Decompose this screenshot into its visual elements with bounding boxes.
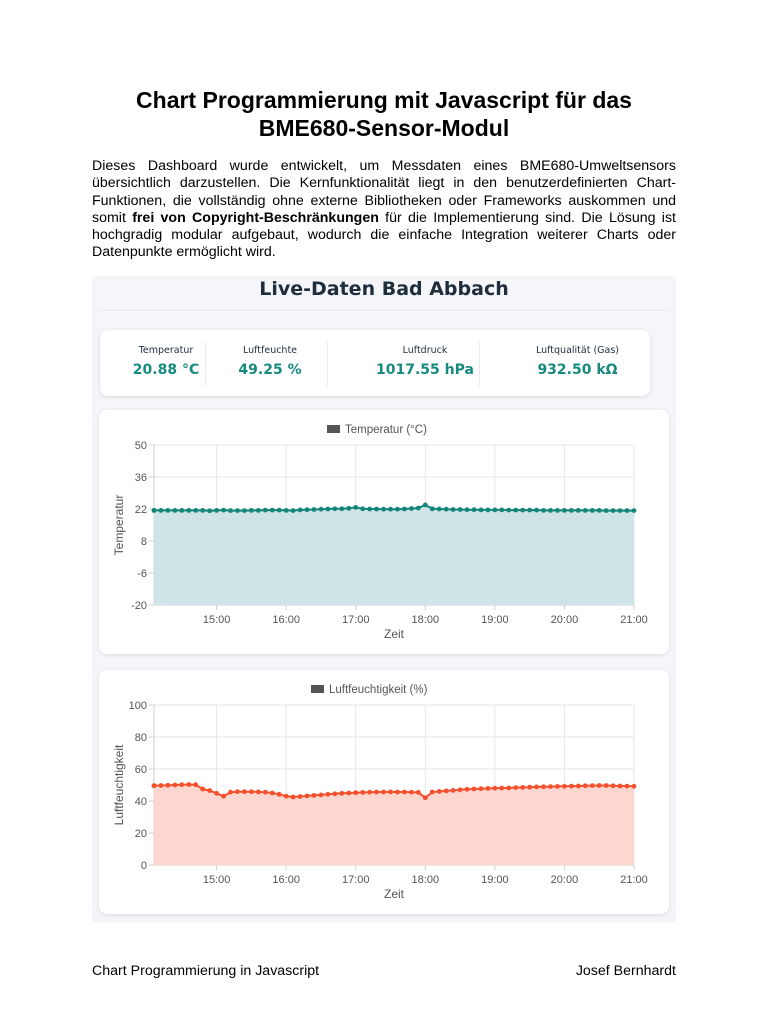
data-point xyxy=(486,786,491,791)
data-point xyxy=(451,507,456,512)
data-point xyxy=(541,508,546,513)
intro-paragraph xyxy=(92,158,676,262)
y-tick-label: 40 xyxy=(134,796,147,808)
x-tick-label: 15:00 xyxy=(202,614,231,626)
data-point xyxy=(249,789,254,794)
data-point xyxy=(326,507,331,512)
stat-value: 932.50 kΩ xyxy=(537,362,618,378)
humidity-chart xyxy=(99,670,669,914)
data-point xyxy=(562,784,567,789)
x-tick-label: 17:00 xyxy=(341,874,370,886)
x-tick-label: 16:00 xyxy=(272,874,300,886)
document-title-line1: Chart Programmierung mit Javascript für das xyxy=(136,87,632,113)
data-point xyxy=(548,784,553,789)
data-point xyxy=(284,508,289,513)
x-axis-title: Zeit xyxy=(383,887,405,901)
data-point xyxy=(263,508,268,513)
data-point xyxy=(520,785,525,790)
data-point xyxy=(402,507,407,512)
intro-text-start: Dieses Dashboard wurde entwickelt, um Messdaten eines BME680-Umweltsensors übersichtlich darzustellen. Die Kernfunktionalität liegt in den benutzerdefinierten Chart-Funktionen, die vollständig ohne externe Bibliotheken oder Frameworks auskommen und somit xyxy=(92,158,676,226)
data-point xyxy=(270,508,275,513)
data-point xyxy=(388,507,393,512)
legend-label: Temperatur (°C) xyxy=(345,424,427,436)
data-point xyxy=(437,507,442,512)
data-point xyxy=(513,508,518,513)
data-point xyxy=(374,507,379,512)
data-point xyxy=(207,788,212,793)
y-tick-label: 22 xyxy=(134,504,147,516)
data-point xyxy=(193,782,198,787)
data-point xyxy=(214,791,219,796)
data-point xyxy=(235,508,240,513)
data-point xyxy=(486,508,491,513)
x-tick-label: 18:00 xyxy=(411,614,440,626)
x-axis-title: Zeit xyxy=(383,627,405,641)
data-point xyxy=(444,789,449,794)
data-point xyxy=(618,508,623,513)
data-point xyxy=(590,508,595,513)
data-point xyxy=(430,506,435,511)
data-point xyxy=(506,786,511,791)
data-point xyxy=(256,508,261,513)
data-point xyxy=(569,508,574,513)
temperature-chart xyxy=(99,410,669,654)
data-point xyxy=(166,508,171,513)
data-point xyxy=(632,784,637,789)
y-tick-label: -6 xyxy=(137,568,147,580)
data-point xyxy=(604,508,609,513)
stat-label: Luftqualität (Gas) xyxy=(535,345,620,356)
series-line xyxy=(154,505,634,511)
stat-value: 49.25 % xyxy=(238,362,302,378)
series-area xyxy=(154,505,634,605)
y-axis-title: Luftfeuchtigkeit xyxy=(112,744,126,826)
data-point xyxy=(179,782,184,787)
data-point xyxy=(291,795,296,800)
stat-label: Luftfeuchte xyxy=(242,345,298,356)
data-point xyxy=(465,787,470,792)
data-point xyxy=(333,791,338,796)
data-point xyxy=(479,508,484,513)
y-tick-label: 8 xyxy=(140,536,147,548)
data-point xyxy=(590,783,595,788)
dashboard-screenshot xyxy=(92,276,676,922)
data-point xyxy=(562,508,567,513)
stat-value: 1017.55 hPa xyxy=(376,362,474,378)
stat-pressure xyxy=(332,330,518,396)
y-tick-label: 20 xyxy=(134,828,147,840)
data-point xyxy=(319,793,324,798)
data-point xyxy=(597,508,602,513)
data-point xyxy=(520,508,525,513)
x-tick-label: 20:00 xyxy=(550,874,579,886)
x-tick-label: 19:00 xyxy=(481,614,509,626)
data-point xyxy=(583,783,588,788)
data-point xyxy=(159,508,164,513)
data-point xyxy=(242,508,247,513)
data-point xyxy=(221,794,226,799)
data-point xyxy=(569,784,574,789)
data-point xyxy=(423,795,428,800)
data-point xyxy=(430,790,435,795)
data-point xyxy=(284,794,289,799)
y-tick-label: 80 xyxy=(134,732,147,744)
data-point xyxy=(506,508,511,513)
document-title-line2: BME680-Sensor-Modul xyxy=(258,115,510,141)
data-point xyxy=(451,788,456,793)
data-point xyxy=(541,784,546,789)
data-point xyxy=(152,783,157,788)
data-point xyxy=(360,506,365,511)
x-tick-label: 16:00 xyxy=(272,614,300,626)
data-point xyxy=(611,783,616,788)
data-point xyxy=(298,794,303,799)
data-point xyxy=(312,793,317,798)
data-point xyxy=(200,508,205,513)
data-point xyxy=(409,790,414,795)
stat-humidity xyxy=(207,330,333,396)
y-tick-label: -20 xyxy=(131,600,147,612)
data-point xyxy=(402,790,407,795)
data-point xyxy=(388,790,393,795)
data-point xyxy=(179,508,184,513)
stat-divider xyxy=(205,342,206,386)
dashboard-title: Live-Daten Bad Abbach xyxy=(259,278,509,300)
x-tick-label: 20:00 xyxy=(550,614,579,626)
data-point xyxy=(305,507,310,512)
data-point xyxy=(479,786,484,791)
dashboard-divider xyxy=(100,310,668,311)
data-point xyxy=(555,784,560,789)
x-tick-label: 15:00 xyxy=(202,874,231,886)
data-point xyxy=(228,508,233,513)
y-tick-label: 100 xyxy=(128,700,147,712)
stats-card xyxy=(100,330,650,396)
y-tick-label: 0 xyxy=(140,860,147,872)
stat-gas xyxy=(495,330,660,396)
data-point xyxy=(263,790,268,795)
y-tick-label: 60 xyxy=(134,764,147,776)
humidity-chart-card xyxy=(99,670,669,914)
data-point xyxy=(374,790,379,795)
data-point xyxy=(353,790,358,795)
data-point xyxy=(416,790,421,795)
y-tick-label: 50 xyxy=(134,440,147,452)
data-point xyxy=(270,791,275,796)
data-point xyxy=(625,784,630,789)
data-point xyxy=(395,507,400,512)
data-point xyxy=(346,791,351,796)
data-point xyxy=(381,507,386,512)
data-point xyxy=(458,507,463,512)
data-point xyxy=(395,790,400,795)
data-point xyxy=(186,782,191,787)
data-point xyxy=(632,508,637,513)
data-point xyxy=(555,508,560,513)
data-point xyxy=(458,787,463,792)
data-point xyxy=(597,783,602,788)
x-tick-label: 21:00 xyxy=(620,874,648,886)
footer-title: Chart Programmierung in Javascript xyxy=(92,963,320,979)
data-point xyxy=(346,506,351,511)
data-point xyxy=(499,786,504,791)
data-point xyxy=(228,790,233,795)
x-tick-label: 17:00 xyxy=(341,614,370,626)
data-point xyxy=(409,506,414,511)
legend-label: Luftfeuchtigkeit (%) xyxy=(329,684,428,696)
data-point xyxy=(472,787,477,792)
data-point xyxy=(465,507,470,512)
data-point xyxy=(207,508,212,513)
temperature-chart-card xyxy=(99,410,669,654)
data-point xyxy=(193,508,198,513)
data-point xyxy=(291,508,296,513)
data-point xyxy=(235,789,240,794)
data-point xyxy=(305,794,310,799)
data-point xyxy=(576,784,581,789)
document-title xyxy=(92,86,676,142)
data-point xyxy=(333,506,338,511)
data-point xyxy=(186,508,191,513)
data-point xyxy=(527,508,532,513)
data-point xyxy=(423,503,428,508)
legend-swatch xyxy=(327,425,340,433)
data-point xyxy=(256,790,261,795)
data-point xyxy=(611,508,616,513)
data-point xyxy=(534,508,539,513)
data-point xyxy=(548,508,553,513)
data-point xyxy=(444,507,449,512)
legend-swatch xyxy=(311,685,324,693)
data-point xyxy=(200,787,205,792)
data-point xyxy=(367,507,372,512)
data-point xyxy=(166,783,171,788)
data-point xyxy=(326,792,331,797)
data-point xyxy=(173,783,178,788)
data-point xyxy=(493,786,498,791)
data-point xyxy=(381,790,386,795)
stat-value: 20.88 °C xyxy=(132,362,200,378)
data-point xyxy=(298,508,303,513)
data-point xyxy=(513,785,518,790)
stat-divider xyxy=(327,342,328,386)
data-point xyxy=(367,790,372,795)
data-point xyxy=(416,506,421,511)
data-point xyxy=(159,783,164,788)
data-point xyxy=(604,783,609,788)
data-point xyxy=(277,792,282,797)
data-point xyxy=(221,508,226,513)
data-point xyxy=(319,507,324,512)
data-point xyxy=(339,506,344,511)
y-axis-title: Temperatur xyxy=(112,494,126,556)
data-point xyxy=(493,508,498,513)
data-point xyxy=(312,507,317,512)
data-point xyxy=(534,785,539,790)
x-tick-label: 21:00 xyxy=(620,614,648,626)
data-point xyxy=(249,508,254,513)
data-point xyxy=(527,785,532,790)
stat-label: Temperatur xyxy=(138,345,194,356)
data-point xyxy=(277,508,282,513)
x-tick-label: 18:00 xyxy=(411,874,440,886)
data-point xyxy=(360,790,365,795)
data-point xyxy=(499,508,504,513)
intro-text-end: für die Implementierung sind. Die Lösung ist hochgradig modular aufgebaut, wodurch die einfache Integration weiterer Charts oder Datenpunkte ermöglicht wird. xyxy=(92,209,676,261)
data-point xyxy=(173,508,178,513)
stat-label: Luftdruck xyxy=(402,345,448,356)
data-point xyxy=(437,789,442,794)
y-tick-label: 36 xyxy=(134,472,147,484)
data-point xyxy=(214,508,219,513)
data-point xyxy=(618,784,623,789)
data-point xyxy=(339,791,344,796)
x-tick-label: 19:00 xyxy=(481,874,509,886)
stat-divider xyxy=(479,342,480,386)
data-point xyxy=(625,508,630,513)
data-point xyxy=(472,507,477,512)
data-point xyxy=(353,505,358,510)
intro-text-bold: frei von Copyright-Beschränkungen xyxy=(132,209,379,226)
data-point xyxy=(152,508,157,513)
data-point xyxy=(583,508,588,513)
series-area xyxy=(154,785,634,866)
data-point xyxy=(576,508,581,513)
footer-author: Josef Bernhardt xyxy=(575,963,676,979)
data-point xyxy=(242,789,247,794)
